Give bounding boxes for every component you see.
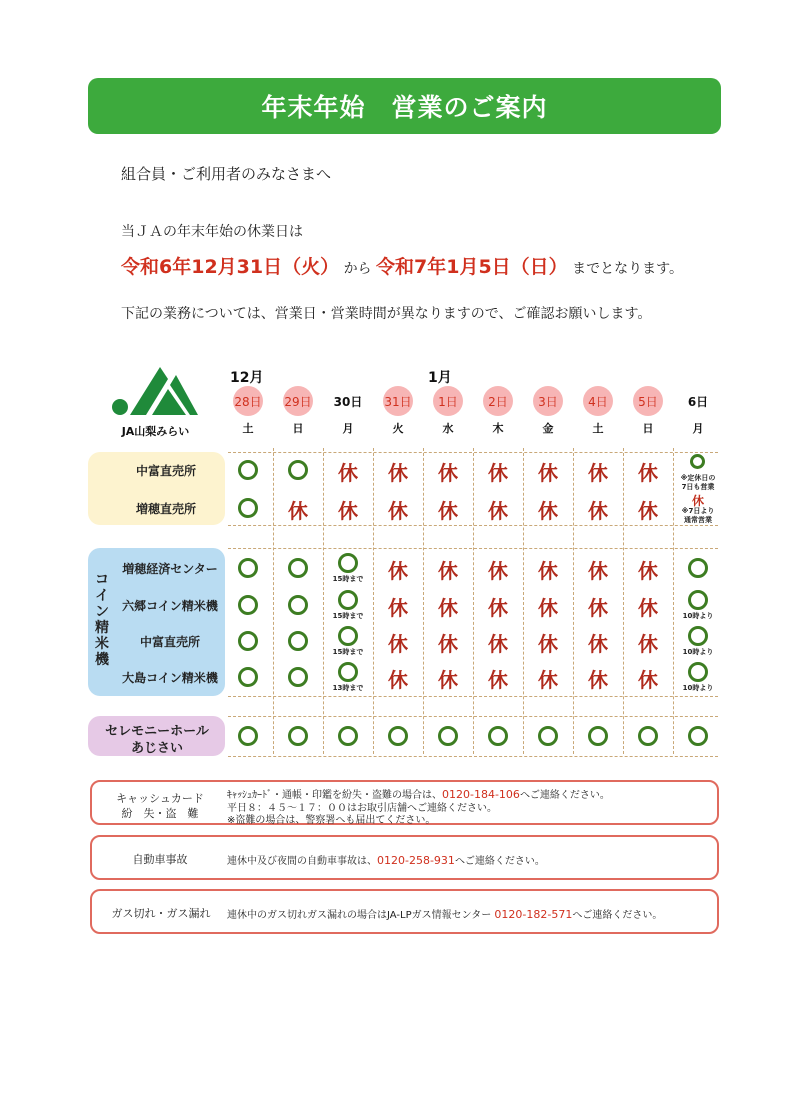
day-header-1	[283, 386, 313, 436]
hline-coin-top	[228, 548, 718, 549]
open-circle-icon	[338, 590, 358, 610]
closed-mark: 休	[388, 499, 408, 523]
grid-vline	[373, 448, 374, 754]
closed-mark: 休	[638, 499, 658, 523]
closure-period	[121, 252, 683, 279]
closed-mark: 休	[638, 596, 658, 620]
cell-note: 15時まで	[332, 648, 364, 656]
cell-note: ※7日より 通常営業	[681, 507, 715, 524]
closed-mark: 休	[338, 499, 358, 523]
closed-mark: 休	[438, 559, 458, 583]
cell-note: ※定休日の 7日も営業	[680, 474, 716, 491]
gas-text	[227, 906, 662, 921]
row-label-coin-0: 増穂経済センター	[122, 562, 218, 576]
closed-mark: 休	[538, 499, 558, 523]
period-from: から	[343, 261, 372, 277]
closed-mark: 休	[488, 596, 508, 620]
day-number: 2日	[483, 386, 513, 416]
day-header-4	[433, 386, 463, 436]
hline-hall-bottom	[228, 756, 718, 757]
open-circle-icon	[588, 726, 608, 746]
hline-top	[228, 452, 718, 453]
hline-hall-top	[228, 716, 718, 717]
grid-vline	[323, 448, 324, 754]
closed-mark: 休	[388, 596, 408, 620]
day-number: 31日	[383, 386, 413, 416]
intro-text: 当ＪＡの年末年始の休業日は	[121, 224, 303, 240]
closed-mark: 休	[438, 461, 458, 485]
closed-mark: 休	[538, 632, 558, 656]
closed-mark: 休	[638, 461, 658, 485]
day-number: 29日	[283, 386, 313, 416]
closed-mark: 休	[588, 632, 608, 656]
cell-note: 15時まで	[332, 575, 364, 583]
open-circle-icon	[538, 726, 558, 746]
closed-mark: 休	[288, 499, 308, 523]
page-title-text: 年末年始 営業のご案内	[261, 93, 548, 122]
open-circle-icon	[238, 558, 258, 578]
car-label: 自動車事故	[132, 853, 188, 866]
card-line1-post: へご連絡ください。	[519, 790, 610, 801]
closed-mark: 休	[438, 596, 458, 620]
open-circle-icon	[288, 631, 308, 651]
period-until: までとなります。	[572, 261, 684, 277]
day-of-week: 日	[292, 422, 304, 435]
day-of-week: 水	[442, 422, 454, 435]
closed-mark: 休	[638, 668, 658, 692]
gas-label: ガス切れ・ガス漏れ	[111, 907, 211, 920]
day-header-8	[633, 386, 663, 436]
day-header-9	[683, 386, 713, 436]
closed-mark: 休	[488, 499, 508, 523]
card-label-2: 紛 失・盗 難	[121, 807, 199, 820]
day-header-5	[483, 386, 513, 436]
closed-mark: 休	[338, 461, 358, 485]
day-number: 6日	[687, 394, 709, 409]
row-label-coin-1: 六郷コイン精米機	[122, 599, 218, 613]
grid-vline	[423, 448, 424, 754]
cell-note: 13時まで	[332, 684, 364, 692]
period-end: 令和7年1月5日（日）	[376, 256, 568, 278]
closed-mark: 休	[488, 632, 508, 656]
closed-mark: 休	[588, 461, 608, 485]
open-circle-icon	[238, 667, 258, 687]
closed-mark: 休	[488, 461, 508, 485]
open-circle-icon	[388, 726, 408, 746]
day-number: 3日	[533, 386, 563, 416]
greeting: 組合員・ご利用者のみなさまへ	[121, 165, 332, 183]
open-circle-icon	[238, 498, 258, 518]
card-phone[interactable]: 0120-184-106	[442, 788, 520, 801]
ja-logo	[108, 363, 203, 438]
closed-mark: 休	[438, 499, 458, 523]
cell-note: 10時より	[682, 684, 714, 692]
hall-label-1: セレモニーホール	[105, 724, 209, 739]
open-circle-icon	[288, 595, 308, 615]
day-of-week: 土	[592, 422, 604, 435]
coin-side-label: コイン精米機	[95, 572, 109, 668]
open-circle-icon	[338, 553, 358, 573]
cell-note: 10時より	[682, 612, 714, 620]
info-gas	[90, 889, 719, 934]
hline-coin-bottom	[228, 696, 718, 697]
grid-vline	[273, 448, 274, 754]
closed-mark: 休	[638, 632, 658, 656]
open-circle-icon	[288, 460, 308, 480]
closed-mark: 休	[388, 632, 408, 656]
day-number: 30日	[333, 394, 363, 409]
open-circle-icon	[688, 726, 708, 746]
day-of-week: 木	[492, 422, 504, 435]
closed-mark: 休	[488, 559, 508, 583]
closed-mark: 休	[388, 668, 408, 692]
car-text	[227, 852, 545, 867]
grid-vline	[573, 448, 574, 754]
day-header-3	[383, 386, 413, 436]
day-number: 5日	[633, 386, 663, 416]
open-circle-icon	[238, 595, 258, 615]
closed-mark: 休	[388, 559, 408, 583]
open-circle-icon	[338, 726, 358, 746]
grid-vline	[473, 448, 474, 754]
card-line-2: 平日８：４５～１７：００はお取引店舗へご連絡ください。	[227, 803, 497, 814]
closed-mark: 休	[538, 668, 558, 692]
grid-vline	[623, 448, 624, 754]
day-number: 1日	[433, 386, 463, 416]
closed-mark: 休	[488, 668, 508, 692]
page-title	[88, 78, 721, 134]
open-circle-icon	[688, 626, 708, 646]
open-circle-icon	[690, 454, 705, 469]
car-phone[interactable]: 0120-258-931	[377, 854, 455, 867]
card-label-1: キャッシュカード	[116, 792, 204, 805]
card-line1-pre: ｷｬｯｼｭｶｰﾄﾞ・通帳・印鑑を紛失・盗難の場合は、	[227, 790, 442, 801]
closed-mark: 休	[588, 499, 608, 523]
day-number: 28日	[233, 386, 263, 416]
open-circle-icon	[488, 726, 508, 746]
day-header-0	[233, 386, 263, 436]
day-header-6	[533, 386, 563, 436]
day-header-2	[333, 386, 363, 436]
open-circle-icon	[288, 558, 308, 578]
gas-post: へご連絡ください。	[572, 910, 663, 921]
period-start: 令和6年12月31日（火）	[121, 256, 340, 278]
day-of-week: 土	[242, 422, 254, 435]
day-header-7	[583, 386, 613, 436]
grid-vline	[523, 448, 524, 754]
card-line-3: ※盗難の場合は、警察署へも届出てください。	[227, 815, 436, 826]
open-circle-icon	[238, 726, 258, 746]
day-of-week: 金	[542, 422, 554, 435]
open-circle-icon	[288, 667, 308, 687]
closed-mark: 休	[538, 596, 558, 620]
closed-mark: 休	[438, 632, 458, 656]
open-circle-icon	[688, 558, 708, 578]
closed-mark: 休	[588, 668, 608, 692]
closed-mark: 休	[388, 461, 408, 485]
gas-pre: 連休中のガス切れガス漏れの場合はJA-LPガス情報センター	[227, 910, 495, 921]
day-of-week: 月	[692, 422, 704, 435]
cell-note: 15時まで	[332, 612, 364, 620]
notice-text: 下記の業務については、営業日・営業時間が異なりますので、ご確認お願いします。	[121, 306, 652, 322]
closed-mark: 休	[538, 559, 558, 583]
closed-mark: 休	[438, 668, 458, 692]
open-circle-icon	[688, 590, 708, 610]
info-car-accident	[90, 835, 719, 880]
open-circle-icon	[438, 726, 458, 746]
car-pre: 連休中及び夜間の自動車事故は、	[227, 856, 377, 867]
row-label-direct-1: 増穂直売所	[135, 502, 196, 516]
closed-mark: 休	[588, 596, 608, 620]
closed-mark: 休	[538, 461, 558, 485]
row-label-direct-0: 中富直売所	[135, 464, 196, 478]
open-circle-icon	[688, 662, 708, 682]
ja-logo-mark	[108, 363, 203, 417]
open-circle-icon	[638, 726, 658, 746]
open-circle-icon	[338, 662, 358, 682]
closed-mark: 休	[588, 559, 608, 583]
open-circle-icon	[288, 726, 308, 746]
row-label-coin-2: 中富直売所	[139, 635, 200, 649]
info-card-loss	[90, 780, 719, 825]
hline-direct-bottom	[228, 525, 718, 526]
cell-note: 10時より	[682, 648, 714, 656]
day-of-week: 火	[392, 422, 404, 435]
open-circle-icon	[238, 460, 258, 480]
day-number: 4日	[583, 386, 613, 416]
row-label-coin-3: 大島コイン精米機	[122, 671, 218, 685]
gas-phone[interactable]: 0120-182-571	[494, 908, 573, 921]
open-circle-icon	[238, 631, 258, 651]
open-circle-icon	[338, 626, 358, 646]
month-jan: 1月	[428, 370, 452, 386]
day-of-week: 月	[342, 422, 354, 435]
ja-logo-text: JA山梨みらい	[121, 425, 190, 438]
car-post: へご連絡ください。	[454, 856, 545, 867]
closed-mark: 休	[638, 559, 658, 583]
hall-label-2: あじさい	[130, 741, 183, 756]
month-dec: 12月	[230, 370, 264, 386]
day-of-week: 日	[642, 422, 654, 435]
closed-mark-small: 休	[691, 494, 704, 508]
